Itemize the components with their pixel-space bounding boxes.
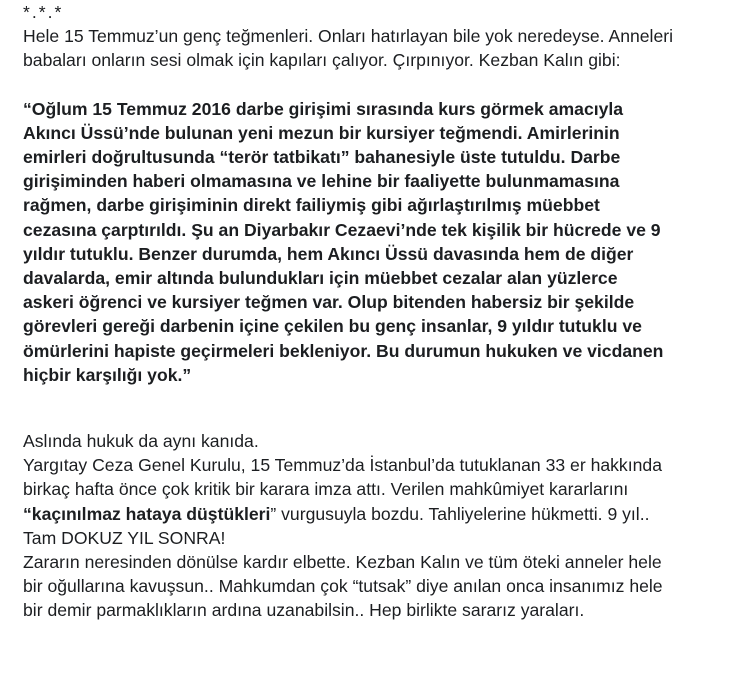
quote-block xyxy=(23,97,728,387)
quote-line: “Oğlum 15 Temmuz 2016 darbe girişimi sırasında kurs görmek amacıyla xyxy=(23,98,624,119)
quote-line: görevleri gereği darbenin içine çekilen bu genç insanlar, 9 yıldır tutuklu ve xyxy=(23,316,642,337)
paragraph-gap xyxy=(23,73,728,97)
body-line: Aslında hukuk da aynı kanıda. xyxy=(23,431,259,452)
paragraph-gap xyxy=(23,387,728,411)
body-line: Tam DOKUZ YIL SONRA! xyxy=(23,527,226,548)
post-text xyxy=(23,0,728,623)
body-line: Zararın neresinden dönülse kardır elbette. Kezban Kalın ve tüm öteki anneler hele xyxy=(23,552,662,573)
separator: *.*.* xyxy=(23,2,64,22)
quote-line: rağmen, darbe girişiminin direkt failiymiş gibi ağırlaştırılmış müebbet xyxy=(23,195,600,216)
body-line: bir oğullarına kavuşsun.. Mahkumdan çok “tutsak” diye anılan onca insanımız hele xyxy=(23,576,663,597)
body-line: bir demir parmaklıkların ardına uzanabilsin.. Hep birlikte sararız yaraları. xyxy=(23,600,585,621)
quote-line: askeri öğrenci ve kursiyer teğmen var. Olup bitenden habersiz bir şekilde xyxy=(23,292,635,313)
quote-line: emirleri doğrultusunda “terör tatbikatı” bahanesiyle üste tutuldu. Darbe xyxy=(23,147,621,168)
quote-line: hiçbir karşılığı yok.” xyxy=(23,364,192,385)
paragraph-gap xyxy=(23,411,728,429)
body-line xyxy=(23,502,728,526)
quote-line: davalarda, emir altında bulundukları için müebbet cezalar alan yüzlerce xyxy=(23,268,618,289)
quote-line: yıldır tutuklu. Benzer durumda, hem Akıncı Üssü davasında hem de diğer xyxy=(23,243,634,264)
body-line: birkaç hafta önce çok kritik bir karara imza attı. Verilen mahkûmiyet kararlarını xyxy=(23,479,629,500)
bold-phrase: “kaçınılmaz hataya düştükleri xyxy=(23,503,271,524)
quote-line: ömürlerini hapiste geçirmeleri bekleniyor. Bu durumun hukuken ve vicdanen xyxy=(23,340,664,361)
body-text: ” vurgusuyla bozdu. Tahliyelerine hükmetti. 9 yıl.. xyxy=(270,503,650,524)
intro-line: Hele 15 Temmuz’un genç teğmenleri. Onları hatırlayan bile yok neredeyse. Anneleri xyxy=(23,26,674,47)
quote-line: Akıncı Üssü’nde bulunan yeni mezun bir kursiyer teğmendi. Amirlerinin xyxy=(23,122,620,143)
body-line: Yargıtay Ceza Genel Kurulu, 15 Temmuz’da İstanbul’da tutuklanan 33 er hakkında xyxy=(23,455,662,476)
intro-line: babaları onların sesi olmak için kapıları çalıyor. Çırpınıyor. Kezban Kalın gibi: xyxy=(23,50,621,71)
quote-line: girişiminden haberi olmamasına ve lehine bir faaliyette bulunmamasına xyxy=(23,171,620,192)
quote-line: cezasına çarptırıldı. Şu an Diyarbakır Cezaevi’nde tek kişilik bir hücrede ve 9 xyxy=(23,219,661,240)
